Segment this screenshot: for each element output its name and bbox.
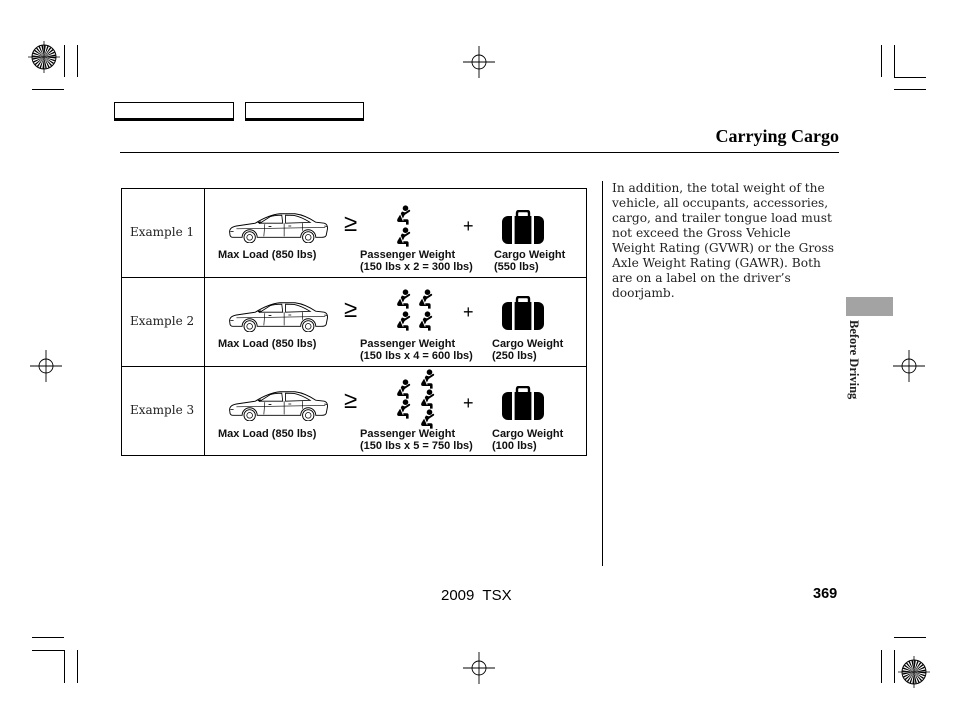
running-header-box-left [114,102,234,119]
passenger-weight-title: Passenger Weight [360,428,456,440]
passenger-icon [416,389,436,409]
max-load-text: Max Load (850 lbs) [218,428,317,440]
cargo-weight-caption [492,429,563,452]
column-divider [602,181,603,566]
passenger-icon [392,311,412,331]
cargo-weight-caption [494,250,565,273]
passenger-weight-detail: (150 lbs x 5 = 750 lbs) [360,439,473,452]
example-row [0,366,954,455]
passenger-icon [414,311,434,331]
crop-mark-bottom-left [32,638,78,684]
page-number: 369 [813,586,838,602]
car-side-icon [225,209,331,243]
body-line: In addition, the total weight of the [612,181,825,195]
title-rule [120,152,839,153]
cargo-weight-detail: (550 lbs) [494,260,539,273]
suitcase-icon [502,210,544,244]
body-line: not exceed the Gross Vehicle [612,226,791,240]
car-side-icon [225,387,331,421]
max-load-caption [218,429,316,441]
body-line: doorjamb. [612,286,675,300]
passenger-icon-group [392,188,442,250]
passenger-weight-detail: (150 lbs x 4 = 600 lbs) [360,349,473,362]
greater-or-equal-sign: ≥ [344,296,358,323]
passenger-icon-group [392,366,442,428]
passenger-icon [392,227,412,247]
cargo-weight-title: Cargo Weight [494,249,566,261]
body-line: cargo, and trailer tongue load must [612,211,832,225]
passenger-weight-caption [360,250,473,273]
registration-mark-top-center-icon [463,46,495,78]
car-side-icon [225,298,331,332]
suitcase-icon [502,296,544,330]
max-load-caption [218,339,316,351]
max-load-text: Max Load (850 lbs) [218,338,317,350]
passenger-icon-group [392,277,442,339]
passenger-weight-detail: (150 lbs x 2 = 300 lbs) [360,260,473,273]
max-load-text: Max Load (850 lbs) [218,249,317,261]
registration-mark-top-left-icon [28,41,60,73]
cargo-weight-title: Cargo Weight [492,428,564,440]
cargo-weight-detail: (100 lbs) [492,439,537,452]
section-label: Before Driving [847,320,861,400]
example-label: Example 3 [130,403,195,417]
plus-sign: + [463,302,474,322]
side-tab [846,297,893,316]
greater-or-equal-sign: ≥ [344,387,358,414]
greater-or-equal-sign: ≥ [344,210,358,237]
crop-mark-top-left [32,45,78,90]
example-label: Example 1 [130,225,195,239]
body-line: Axle Weight Rating (GAWR). Both [612,256,821,270]
passenger-icon [414,289,434,309]
body-paragraph [612,181,834,301]
body-line: are on a label on the driver’s [612,271,791,285]
registration-mark-bottom-right-icon [898,656,930,688]
passenger-icon [416,369,436,389]
crop-mark-bottom-right [882,638,927,684]
passenger-icon [392,289,412,309]
max-load-caption [218,250,316,262]
suitcase-icon [502,386,544,420]
footer-model: 2009 TSX [441,587,512,604]
passenger-icon [416,409,436,429]
page-title: Carrying Cargo [715,126,839,146]
cargo-weight-detail: (250 lbs) [492,349,537,362]
passenger-weight-caption [360,339,473,362]
body-line: vehicle, all occupants, accessories, [612,196,829,210]
passenger-weight-title: Passenger Weight [360,249,456,261]
passenger-weight-title: Passenger Weight [360,338,456,350]
body-line: Weight Rating (GVWR) or the Gross [612,241,835,255]
passenger-icon [392,379,412,399]
plus-sign: + [463,216,474,236]
crop-mark-top-right [882,45,927,90]
running-header-box-right [245,102,364,119]
example-label: Example 2 [130,314,195,328]
passenger-icon [392,399,412,419]
passenger-weight-caption [360,429,473,452]
cargo-weight-title: Cargo Weight [492,338,564,350]
cargo-weight-caption [492,339,563,362]
registration-mark-bottom-center-icon [463,652,495,684]
plus-sign: + [463,393,474,413]
passenger-icon [392,205,412,225]
